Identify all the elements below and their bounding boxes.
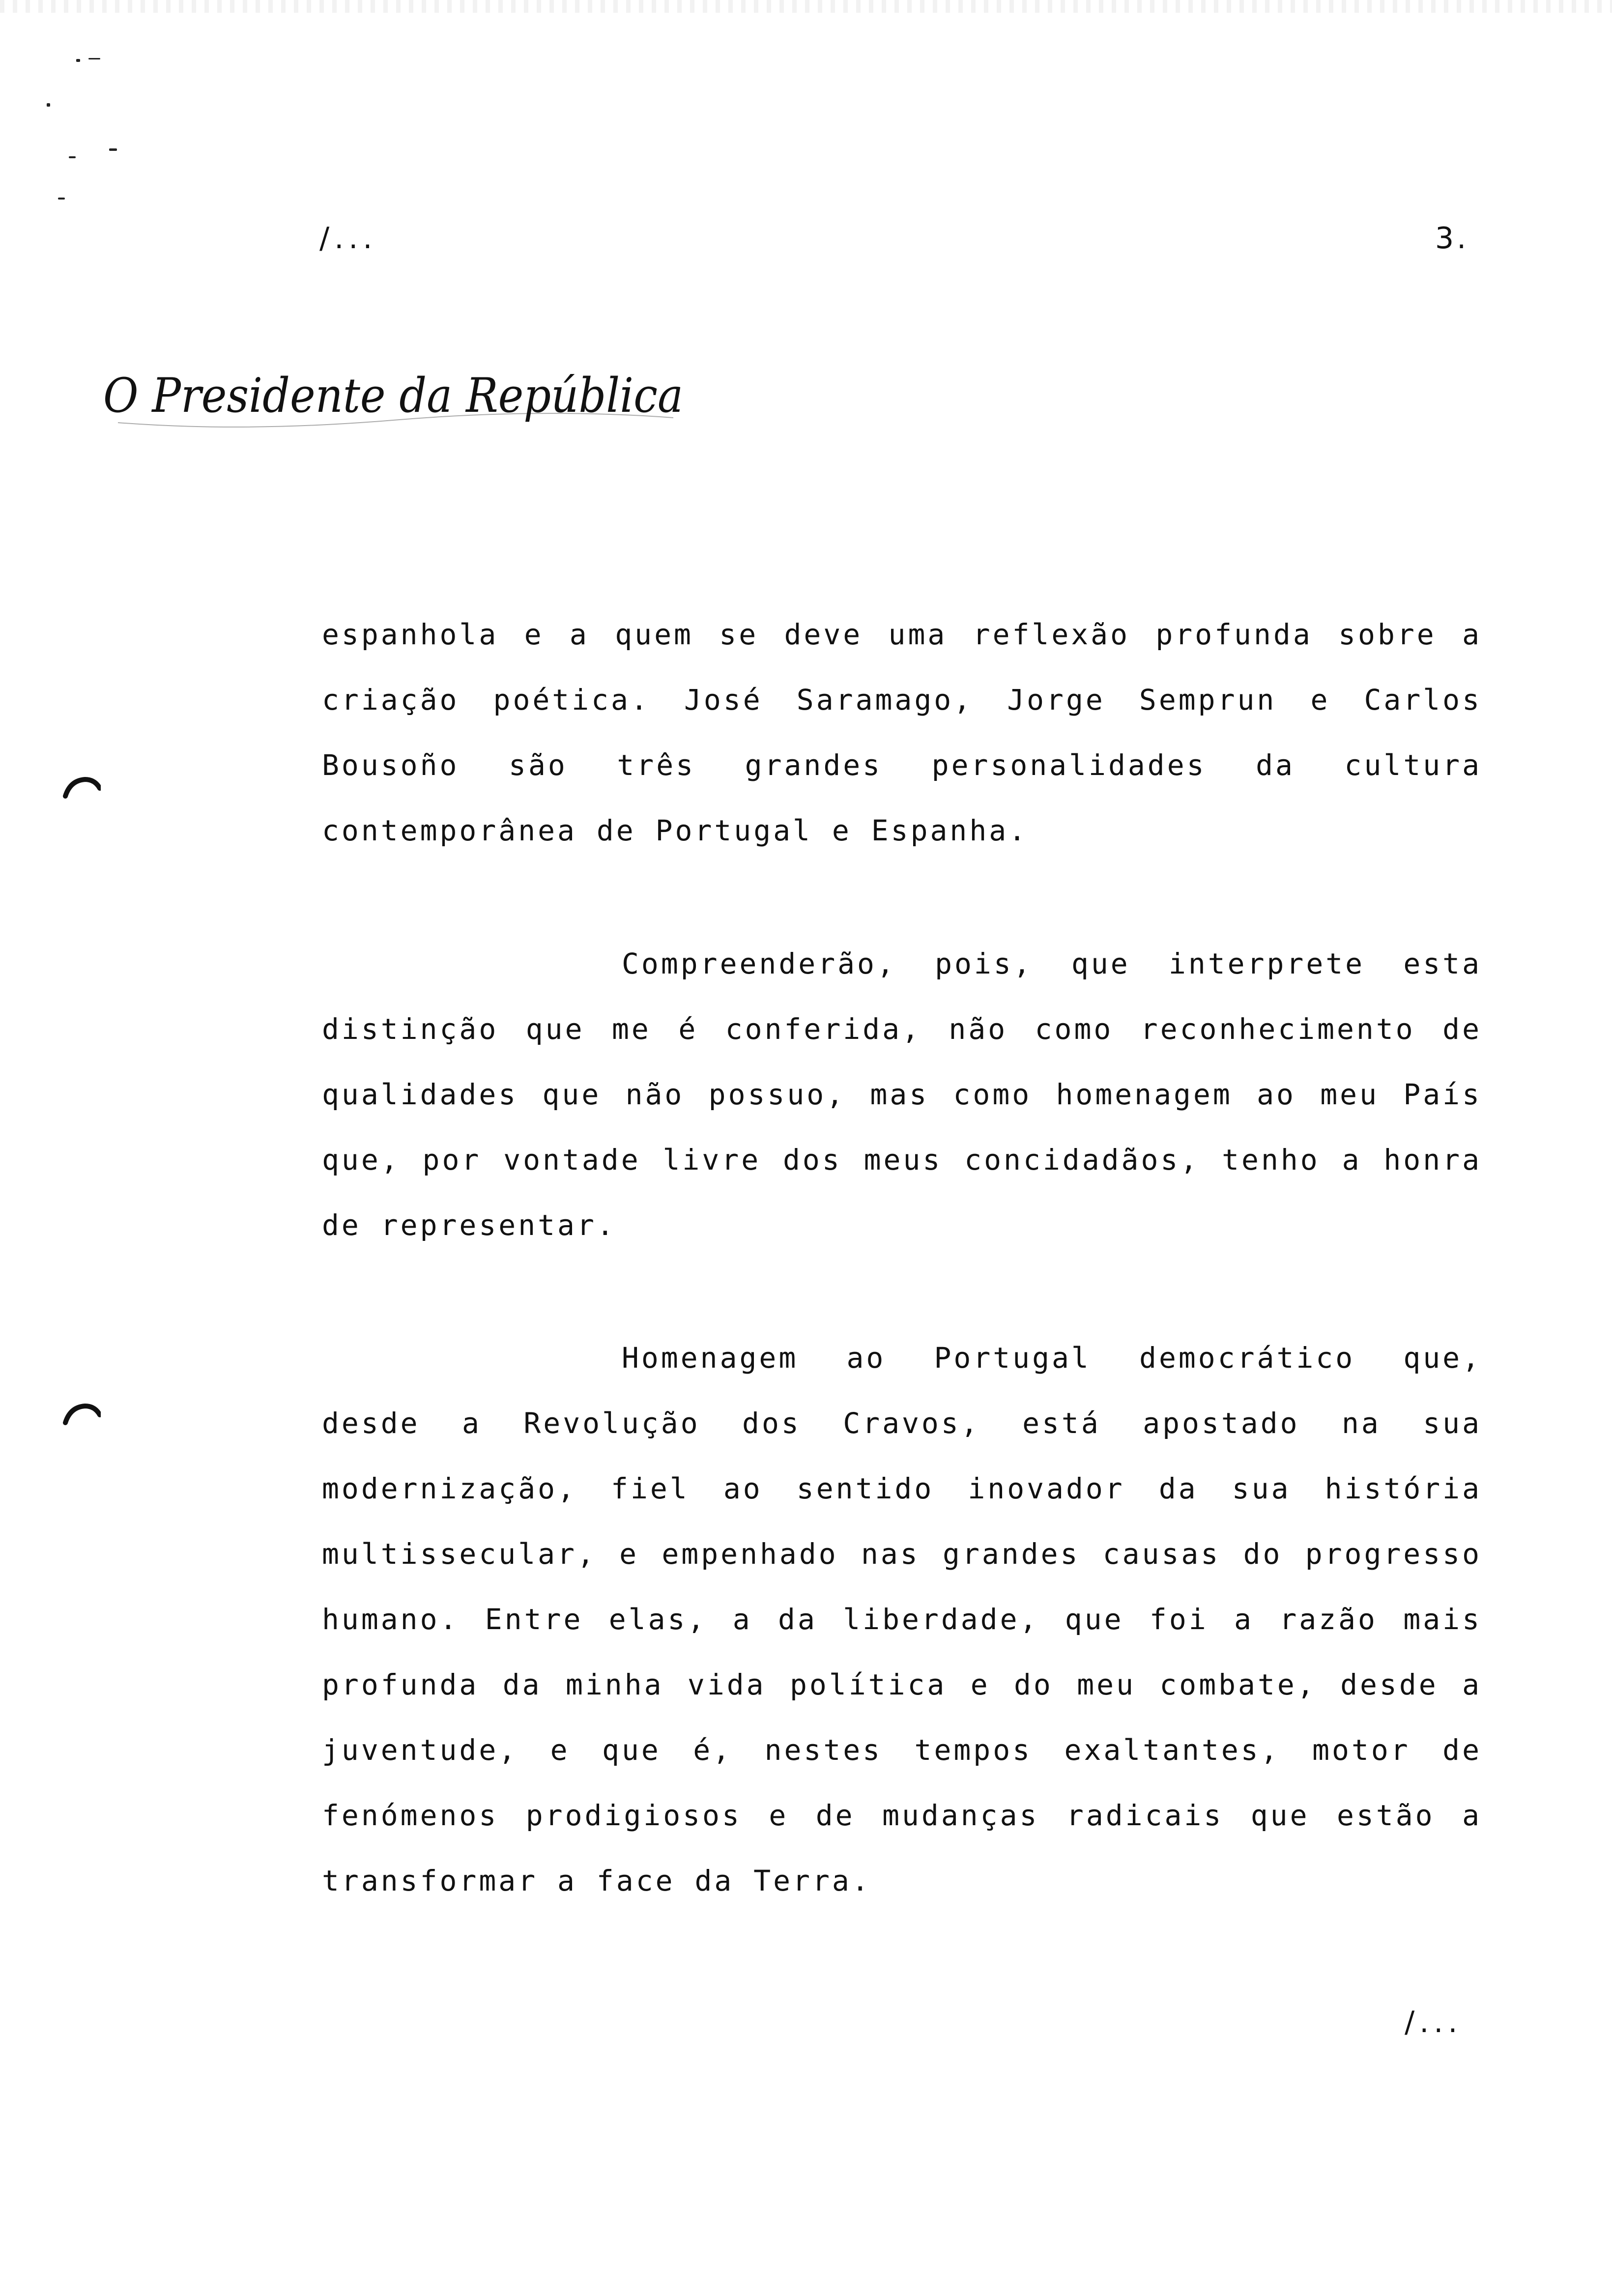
letterhead-script-text: O Presidente da República	[103, 368, 683, 423]
paragraph-3: Homenagem ao Portugal democrático que, desde a Revolução dos Cravos, está apostado na sua modernização, fiel ao sentido inovador da sua história multissecular, e empenhado nas grandes causas do progresso humano. Entre elas, a da liberdade, que foi a razão mais profunda da minha vida política e do meu combate, desde a juventude, e que é, nestes tempos exaltantes, motor de fenómenos prodigiosos e de mudanças radicais que estão a transformar a face da Terra.	[322, 1341, 1482, 1897]
continued-marker-top: /...	[319, 221, 377, 256]
punch-hole-mark	[61, 772, 101, 811]
scan-speck	[88, 58, 100, 59]
scan-speck	[109, 148, 117, 151]
letterhead-script-graphic	[98, 354, 688, 442]
scan-edge-noise	[0, 0, 1612, 13]
continued-marker-bottom: /...	[1405, 2005, 1463, 2039]
scan-speck	[76, 59, 80, 62]
paragraph-2: Compreenderão, pois, que interprete esta distinção que me é conferida, não como reconhecimento de qualidades que não possuo, mas como homenagem ao meu País que, por vontade livre dos meus concidadãos, tenho a honra de representar.	[322, 947, 1482, 1242]
paragraph-1: espanhola e a quem se deve uma reflexão profunda sobre a criação poética. José Saramago, Jorge Semprun e Carlos Bousoño são três grandes personalidades da cultura contemporânea de Portugal e Espanha.	[322, 618, 1482, 847]
letterhead-script	[98, 354, 688, 442]
page-number: 3.	[1435, 221, 1469, 256]
punch-hole-mark	[61, 1398, 101, 1437]
scan-speck	[58, 198, 65, 200]
scan-speck	[69, 156, 76, 158]
scan-speck	[47, 103, 50, 107]
